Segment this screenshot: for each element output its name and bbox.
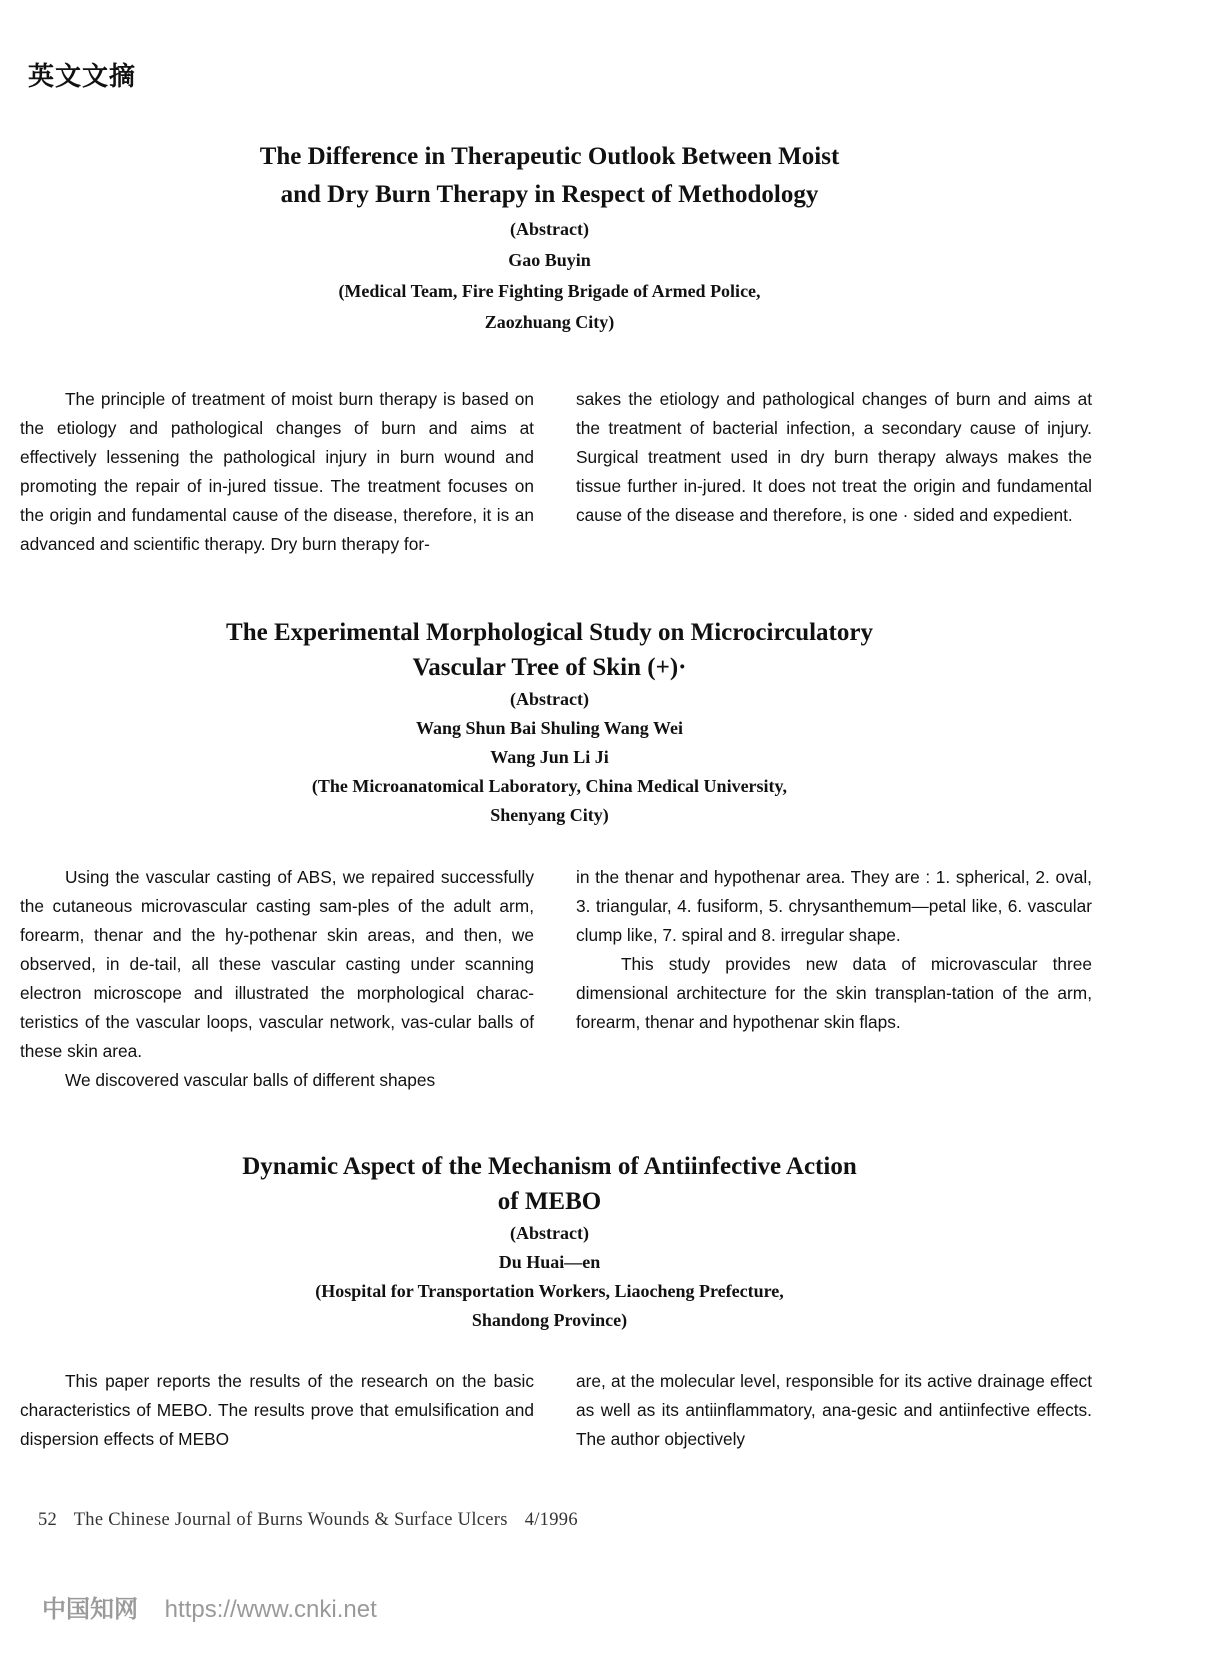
article-1-column-right xyxy=(576,385,1092,530)
article-authors: Wang Jun Li Ji xyxy=(490,747,609,767)
article-affiliation: Shandong Province) xyxy=(471,1310,628,1330)
watermark-brand: 中国知网 xyxy=(42,1596,138,1623)
article-title-line: of MEBO xyxy=(497,1188,602,1215)
article-affiliation: Shenyang City) xyxy=(490,805,609,825)
article-3-column-left xyxy=(20,1367,534,1454)
article-2-column-right xyxy=(576,863,1092,1037)
article-1-header xyxy=(0,138,1099,338)
journal-name: The Chinese Journal of Burns Wounds & Surface Ulcers xyxy=(73,1510,508,1530)
article-3-header xyxy=(0,1149,1099,1335)
paragraph: Using the vascular casting of ABS, we repaired successfully the cutaneous microvascular casting sam-ples of the adult arm, forearm, thenar and the hy-pothenar skin areas, and then, we observed, in de-tail, all these vascular casting under scanning electron microscope and illustrated the morphological charac-teristics of the vascular loops, vascular network, vas-cular balls of these skin area. xyxy=(20,867,534,1061)
article-title-line: Vascular Tree of Skin (+)· xyxy=(412,654,687,681)
abstract-label: (Abstract) xyxy=(510,689,589,709)
article-affiliation: Zaozhuang City) xyxy=(484,312,615,332)
abstract-label: (Abstract) xyxy=(510,1223,589,1243)
article-2-column-left xyxy=(20,863,534,1095)
abstract-label: (Abstract) xyxy=(510,219,589,239)
page-number: 52 xyxy=(38,1510,58,1530)
article-affiliation: (Medical Team, Fire Fighting Brigade of Armed Police, xyxy=(338,281,761,301)
article-title-line: Dynamic Aspect of the Mechanism of Antiinfective Action xyxy=(242,1153,857,1180)
paragraph: This study provides new data of microvascular three dimensional architecture for the skin transplan-tation of the arm, forearm, thenar and hypothenar skin flaps. xyxy=(576,954,1092,1032)
article-affiliation: (Hospital for Transportation Workers, Liaocheng Prefecture, xyxy=(315,1281,784,1301)
section-label: 英文文摘 xyxy=(28,62,137,92)
article-title-line: The Experimental Morphological Study on Microcirculatory xyxy=(226,619,873,646)
article-2-header xyxy=(0,615,1099,830)
article-affiliation: (The Microanatomical Laboratory, China Medical University, xyxy=(311,776,788,796)
paragraph: The principle of treatment of moist burn therapy is based on the etiology and pathological changes of burn and aims at effectively lessening the pathological injury in burn wound and promoting the repair of in-jured tissue. The treatment focuses on the origin and fundamental cause of the disease, therefore, it is an advanced and scientific therapy. Dry burn therapy for- xyxy=(20,389,534,554)
paragraph: sakes the etiology and pathological changes of burn and aims at the treatment of bacterial infection, a secondary cause of injury. Surgical treatment used in dry burn therapy always makes the tissue further in-jured. It does not treat the origin and fundamental cause of the disease and therefore, is one · sided and expedient. xyxy=(576,389,1092,525)
journal-issue: 4/1996 xyxy=(524,1510,578,1530)
article-title-line: and Dry Burn Therapy in Respect of Methodology xyxy=(280,181,819,208)
article-authors: Wang Shun Bai Shuling Wang Wei xyxy=(416,718,683,738)
paragraph: in the thenar and hypothenar area. They are : 1. spherical, 2. oval, 3. triangular, 4. fusiform, 5. chrysanthemum—petal like, 6. vascular clump like, 7. spiral and 8. irregular shape. xyxy=(576,867,1092,945)
article-1-column-left xyxy=(20,385,534,559)
article-authors: Du Huai—en xyxy=(498,1252,601,1272)
cnki-watermark xyxy=(42,1589,377,1624)
paragraph: We discovered vascular balls of different shapes xyxy=(65,1070,436,1090)
article-title-line: The Difference in Therapeutic Outlook Between Moist xyxy=(259,143,840,170)
page-footer xyxy=(38,1510,590,1531)
article-3-column-right xyxy=(576,1367,1092,1454)
watermark-url[interactable]: https://www.cnki.net xyxy=(164,1596,377,1623)
paragraph: are, at the molecular level, responsible for its active drainage effect as well as its antiinflammatory, ana-gesic and antiinfective effects. The author objectively xyxy=(576,1371,1092,1449)
article-authors: Gao Buyin xyxy=(508,250,591,270)
paragraph: This paper reports the results of the research on the basic characteristics of MEBO. The results prove that emulsification and dispersion effects of MEBO xyxy=(20,1371,534,1449)
